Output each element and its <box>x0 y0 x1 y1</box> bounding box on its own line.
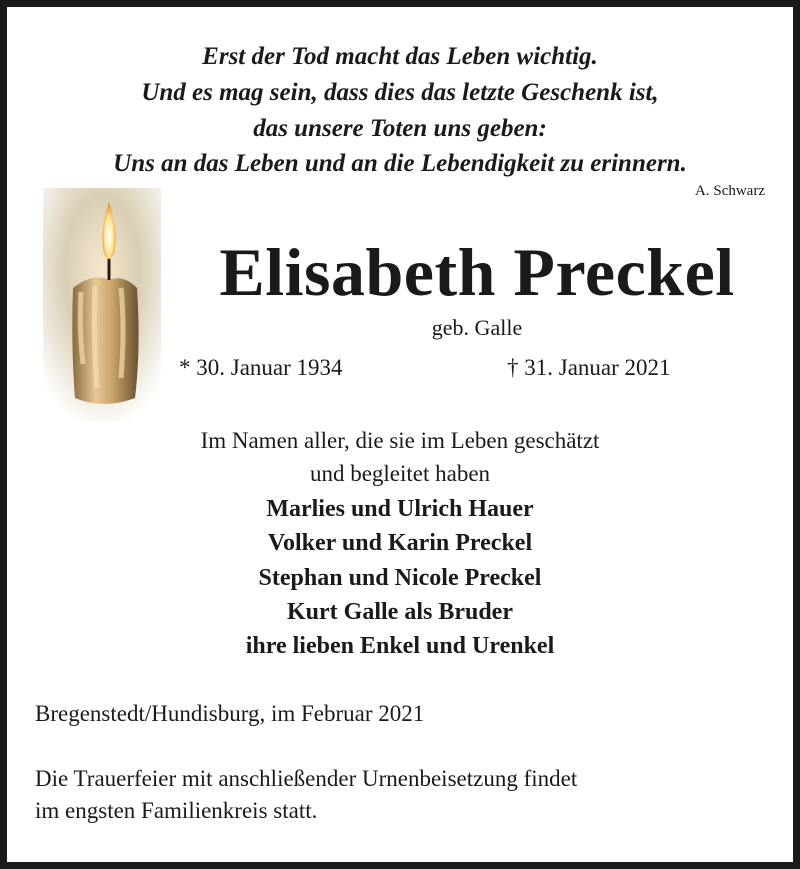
intro-line: Im Namen aller, die sie im Leben geschätzt <box>200 428 600 453</box>
birth-date: * 30. Januar 1934 <box>179 355 343 380</box>
quote-line: das unsere Toten uns geben: <box>253 115 547 142</box>
quote-author: A. Schwarz <box>695 183 765 199</box>
quote-line: Erst der Tod macht das Leben wichtig. <box>202 43 598 70</box>
mourner-line: Kurt Galle als Bruder <box>287 599 513 625</box>
death-date: † 31. Januar 2021 <box>507 355 671 380</box>
note-line: Die Trauerfeier mit anschließender Urnenbeisetzung findet <box>35 766 578 791</box>
note-line: im engsten Familienkreis statt. <box>35 798 318 823</box>
candle-image <box>43 188 161 421</box>
mourner-line: ihre lieben Enkel und Urenkel <box>245 633 555 659</box>
quote-line: Und es mag sein, dass dies das letzte Geschenk ist, <box>141 79 659 106</box>
quote-line: Uns an das Leben und an die Lebendigkeit zu erinnern. <box>113 150 687 177</box>
place-date: Bregenstedt/Hundisburg, im Februar 2021 <box>35 701 425 726</box>
mourner-line: Marlies und Ulrich Hauer <box>266 496 534 522</box>
mourner-line: Volker und Karin Preckel <box>267 530 533 556</box>
intro-line: und begleitet haben <box>309 461 491 486</box>
mourner-line: Stephan und Nicole Preckel <box>258 565 542 591</box>
maiden-name: geb. Galle <box>431 315 523 340</box>
deceased-name: Elisabeth Preckel <box>219 234 735 310</box>
